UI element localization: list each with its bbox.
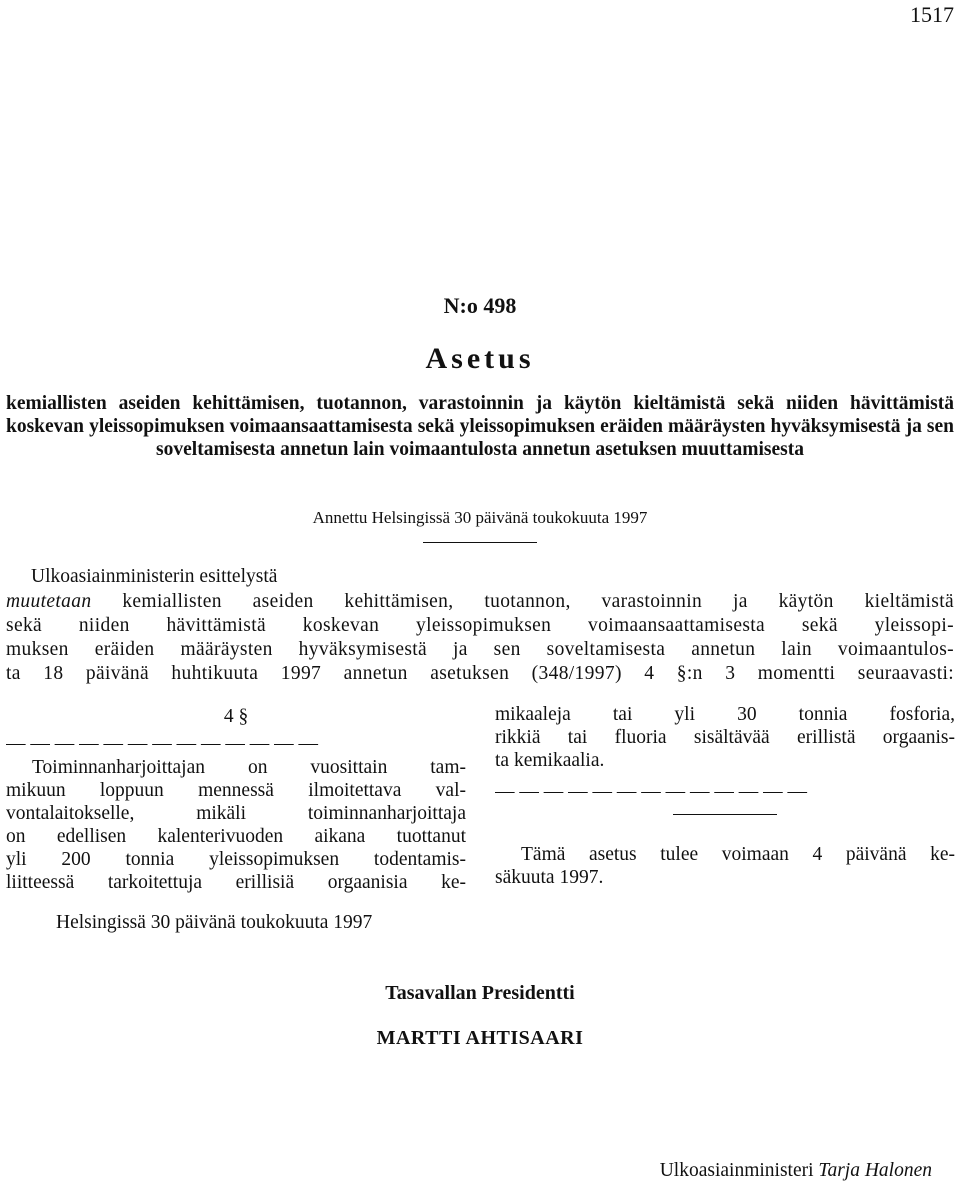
body-line-1: Toiminnanharjoittajan on vuosittain tam- <box>32 757 466 778</box>
entry-into-force-line-1: Tämä asetus tulee voimaan 4 päivänä ke- <box>521 844 955 865</box>
section-heading: 4 § <box>223 706 249 727</box>
body-line-9: ta kemikaalia. <box>495 750 605 771</box>
presenter: Ulkoasiainministerin esittelystä <box>31 566 278 587</box>
decree-line-2: sekä niiden hävittämistä koskevan yleissopimuksen voimaansaattamisesta sekä yleissopi- <box>6 615 954 636</box>
omission-dashes: — — — — — — — — — — — — — <box>6 733 318 754</box>
issued-date: Annettu Helsingissä 30 päivänä toukokuuta 1997 <box>312 508 648 527</box>
right-column <box>495 703 955 889</box>
body-line-8: rikkiä tai fluoria sisältävää erillistä orgaanis- <box>495 727 955 748</box>
decree-line-1 <box>6 590 954 614</box>
omission-dashes-right: — — — — — — — — — — — — — <box>495 781 807 802</box>
minister-title: Ulkoasiainministeri <box>659 1160 814 1181</box>
left-column <box>6 705 466 894</box>
document-title: Asetus <box>425 342 535 375</box>
divider <box>423 542 537 543</box>
body-line-7: mikaaleja tai yli 30 tonnia fosforia, <box>495 704 955 725</box>
page-number: 1517 <box>910 2 954 27</box>
decree-lead: muutetaan <box>6 591 92 612</box>
president-name: MARTTI AHTISAARI <box>376 1027 584 1049</box>
minister-signature <box>660 1160 932 1182</box>
president-title: Tasavallan Presidentti <box>385 982 575 1004</box>
body-line-5: yli 200 tonnia yleissopimuksen todentamis- <box>6 849 466 870</box>
decree-line-3: muksen eräiden määräysten hyväksymisestä ja sen soveltamisesta annetun lain voimaantulos- <box>6 639 954 660</box>
statute-number: N:o 498 <box>443 293 517 318</box>
decree-text <box>6 590 954 686</box>
body-line-6: liitteessä tarkoitettuja erillisiä orgaanisia ke- <box>6 872 466 893</box>
place-and-date: Helsingissä 30 päivänä toukokuuta 1997 <box>56 912 373 933</box>
body-line-3: vontalaitokselle, mikäli toiminnanharjoittaja <box>6 803 466 824</box>
decree-line-1-text: kemiallisten aseiden kehittämisen, tuotannon, varastoinnin ja käytön kieltämistä <box>122 591 954 612</box>
document-subject: kemiallisten aseiden kehittämisen, tuotannon, varastoinnin ja käytön kieltämistä sekä niiden hävittämistä koskevan yleissopimuksen voimaansaattamisesta sekä yleissopimuksen eräiden määräysten hyväksymisestä ja sen soveltamisesta annetun lain voimaantulosta annetun asetuksen muuttamisesta <box>6 393 954 460</box>
body-line-2: mikuun loppuun mennessä ilmoitettava val- <box>6 780 466 801</box>
body-line-4: on edellisen kalenterivuoden aikana tuottanut <box>6 826 466 847</box>
entry-into-force-line-2: säkuuta 1997. <box>495 867 604 888</box>
minister-name: Tarja Halonen <box>818 1160 932 1181</box>
decree-line-4: ta 18 päivänä huhtikuuta 1997 annetun asetuksen (348/1997) 4 §:n 3 momentti seuraavasti: <box>6 663 954 684</box>
